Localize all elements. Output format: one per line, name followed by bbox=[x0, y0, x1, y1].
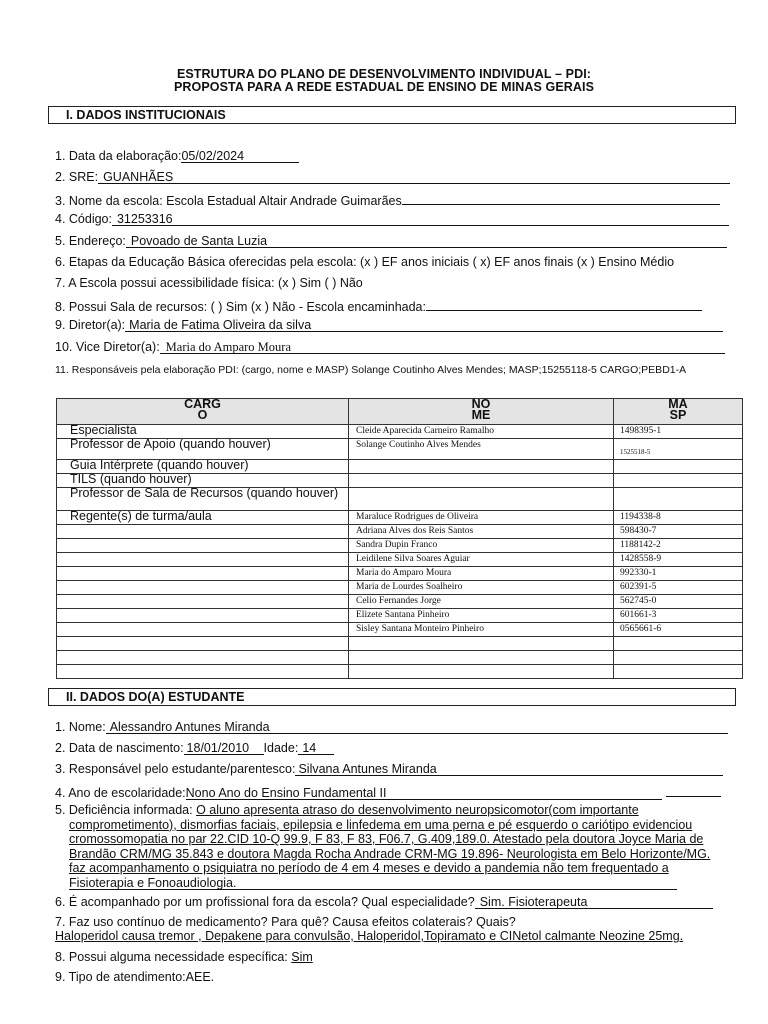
field-label: 5. Endereço: bbox=[55, 234, 126, 248]
cell-cargo: TILS (quando houver) bbox=[57, 474, 349, 488]
table-row bbox=[57, 623, 743, 637]
field-value-underline bbox=[186, 786, 662, 800]
field-value-underline bbox=[184, 741, 264, 755]
field-sre bbox=[55, 170, 730, 185]
cell-nome: Maria do Amparo Moura bbox=[349, 567, 614, 581]
table-row bbox=[57, 651, 743, 665]
field-label: 5. Deficiência informada: bbox=[55, 803, 193, 817]
cell-masp: 1194338-8 bbox=[614, 511, 743, 525]
cell-nome: Sandra Dupin Franco bbox=[349, 539, 614, 553]
cell-nome: Solange Coutinho Alves Mendes bbox=[349, 439, 614, 460]
cell-masp: 598430-7 bbox=[614, 525, 743, 539]
field-student-name bbox=[55, 720, 728, 735]
cell-masp: 992330-1 bbox=[614, 567, 743, 581]
cell-masp: 0565661-6 bbox=[614, 623, 743, 637]
field-education-stages: 6. Etapas da Educação Básica oferecidas pela escola: (x ) EF anos iniciais ( x) EF anos finais (x ) Ensino Médio bbox=[55, 255, 675, 269]
field-school-year bbox=[55, 783, 721, 801]
field-code bbox=[55, 212, 729, 227]
cell-masp: 602391-5 bbox=[614, 581, 743, 595]
field-text: 3. Nome da escola: Escola Estadual Altair Andrade Guimarães bbox=[55, 194, 402, 208]
field-external-professional bbox=[55, 895, 713, 910]
cell-nome bbox=[349, 637, 614, 651]
field-value-underline bbox=[160, 340, 725, 354]
table-row bbox=[57, 609, 743, 623]
disability-line-2: comprometimento), dismorfias faciais, epilepsia e linfedema em uma perna e pé esquerdo o cariótipo evidenciou bbox=[69, 817, 693, 832]
field-label: 3. Responsável pelo estudante/parentesco: bbox=[55, 762, 296, 776]
field-value: GUANHÃES bbox=[103, 170, 174, 184]
table-row bbox=[57, 595, 743, 609]
field-value: Haloperidol causa tremor , Depakene para convulsão, Haloperidol,Topiramato e CINetol calmante Neozine 25mg. bbox=[55, 929, 684, 943]
cell-cargo bbox=[57, 637, 349, 651]
cell-masp bbox=[614, 460, 743, 474]
cell-nome bbox=[349, 651, 614, 665]
cell-cargo bbox=[57, 665, 349, 679]
field-accessibility: 7. A Escola possui acessibilidade física: (x ) Sim ( ) Não bbox=[55, 276, 363, 290]
field-label: 1. Nome: bbox=[55, 720, 106, 734]
field-value: 31253316 bbox=[116, 212, 173, 226]
cell-nome: Cleide Aparecida Carneiro Ramalho bbox=[349, 425, 614, 439]
field-value: Nono Ano do Ensino Fundamental II bbox=[185, 786, 387, 800]
field-extra-underline bbox=[666, 783, 721, 797]
field-label: 1. Data da elaboração: bbox=[55, 149, 182, 163]
table-row bbox=[57, 665, 743, 679]
cell-masp: 601661-3 bbox=[614, 609, 743, 623]
field-guardian bbox=[55, 762, 723, 777]
cell-masp bbox=[614, 488, 743, 511]
field-value-underline bbox=[98, 170, 730, 184]
field-school-name bbox=[55, 191, 720, 209]
field-label: 4. Código: bbox=[55, 212, 112, 226]
cell-nome: Elizete Santana Pinheiro bbox=[349, 609, 614, 623]
cell-masp: 1525518-5 bbox=[614, 439, 743, 460]
field-value: Alessandro Antunes Miranda bbox=[109, 720, 270, 734]
document-title-line1: ESTRUTURA DO PLANO DE DESENVOLVIMENTO INDIVIDUAL – PDI: bbox=[176, 67, 592, 81]
disability-line-6: Fisioterapia e Fonoaudiologia. bbox=[69, 875, 237, 890]
field-label: 2. Data de nascimento: bbox=[55, 741, 184, 755]
field-label: 9. Diretor(a): bbox=[55, 318, 126, 332]
cell-cargo: Regente(s) de turma/aula bbox=[57, 511, 349, 525]
field-value: Maria de Fatima Oliveira da silva bbox=[129, 318, 312, 332]
cell-cargo: Guia Intérprete (quando houver) bbox=[57, 460, 349, 474]
column-header-nome: NO ME bbox=[349, 399, 614, 425]
field-vice-director bbox=[55, 340, 725, 355]
cell-cargo bbox=[57, 595, 349, 609]
table-row bbox=[57, 425, 743, 439]
cell-masp bbox=[614, 665, 743, 679]
field-text: 8. Possui Sala de recursos: ( ) Sim (x ) Não - Escola encaminhada: bbox=[55, 300, 426, 314]
field-specific-need bbox=[55, 950, 313, 965]
table-row bbox=[57, 581, 743, 595]
column-header-cargo: CARG O bbox=[57, 399, 349, 425]
cell-masp bbox=[614, 651, 743, 665]
cell-masp: 1188142-2 bbox=[614, 539, 743, 553]
cell-nome: Maraluce Rodrigues de Oliveira bbox=[349, 511, 614, 525]
table-row bbox=[57, 553, 743, 567]
table-row bbox=[57, 525, 743, 539]
disability-line-3: cromossomopatia no par 22.CID 10-Q 99.9, F 83, F 83, F06.7, G.409,189.0. Atestado pela doutora Joyce Maria de bbox=[69, 832, 704, 846]
disability-line-1: O aluno apresenta atraso do desenvolvimento neuropsicomotor(com importante bbox=[196, 803, 639, 817]
field-age-value: 14 bbox=[302, 741, 317, 755]
field-label-age: Idade: bbox=[263, 741, 299, 755]
field-value-underline bbox=[295, 762, 723, 776]
cell-cargo bbox=[57, 623, 349, 637]
cell-cargo: Especialista bbox=[57, 425, 349, 439]
table-row bbox=[57, 539, 743, 553]
document-title-line2: PROPOSTA PARA A REDE ESTADUAL DE ENSINO DE MINAS GERAIS bbox=[173, 80, 595, 94]
cell-masp: 1428558-9 bbox=[614, 553, 743, 567]
table-row bbox=[57, 511, 743, 525]
field-address bbox=[55, 234, 727, 249]
cell-nome: Leidilene Silva Soares Aguiar bbox=[349, 553, 614, 567]
field-value: 05/02/2024 bbox=[181, 149, 245, 163]
disability-line-4: Brandão CRM/MG 35.843 e doutora Magda Rocha Andrade CRM-MG 19.896- Neurologista em Belo Horizonte/MG. bbox=[69, 846, 711, 861]
field-value-underline bbox=[181, 149, 299, 163]
field-age-underline bbox=[298, 741, 334, 755]
field-elaboration-date bbox=[55, 149, 299, 164]
staff-table-header bbox=[57, 399, 743, 425]
cell-nome bbox=[349, 460, 614, 474]
table-row bbox=[57, 488, 743, 511]
cell-cargo bbox=[57, 525, 349, 539]
table-row bbox=[57, 460, 743, 474]
cell-cargo: Professor de Sala de Recursos (quando houver) bbox=[57, 488, 349, 511]
cell-masp: 562745-0 bbox=[614, 595, 743, 609]
disability-line-6-underline bbox=[69, 876, 677, 890]
table-row bbox=[57, 567, 743, 581]
staff-table bbox=[56, 398, 743, 679]
column-header-masp: MA SP bbox=[614, 399, 743, 425]
cell-cargo: Professor de Apoio (quando houver) bbox=[57, 439, 349, 460]
cell-masp bbox=[614, 637, 743, 651]
cell-nome: Adriana Alves dos Reis Santos bbox=[349, 525, 614, 539]
cell-nome: Maria de Lourdes Soalheiro bbox=[349, 581, 614, 595]
disability-line-5: faz acompanhamento o psiquiatra no período de 4 em 4 meses e devido a pandemia não tem frequentado a bbox=[69, 861, 669, 875]
field-medication-question: 7. Faz uso contínuo de medicamento? Para quê? Causa efeitos colaterais? Quais? bbox=[55, 915, 516, 929]
field-medication-answer bbox=[55, 929, 683, 944]
field-underline bbox=[402, 191, 720, 205]
field-value: Sim. Fisioterapeuta bbox=[479, 895, 588, 909]
cell-nome: Celio Fernandes Jorge bbox=[349, 595, 614, 609]
table-row bbox=[57, 439, 743, 460]
field-value: Povoado de Santa Luzia bbox=[130, 234, 268, 248]
section-heading-institutional: I. DADOS INSTITUCIONAIS bbox=[48, 106, 736, 124]
cell-cargo bbox=[57, 609, 349, 623]
cell-cargo bbox=[57, 581, 349, 595]
table-row bbox=[57, 474, 743, 488]
field-birth-date bbox=[55, 741, 334, 756]
field-value-underline bbox=[112, 212, 729, 226]
field-value-underline bbox=[106, 720, 728, 734]
cell-nome bbox=[349, 665, 614, 679]
field-value: Maria do Amparo Moura bbox=[165, 340, 291, 354]
cell-cargo bbox=[57, 651, 349, 665]
section-heading-student: II. DADOS DO(A) ESTUDANTE bbox=[48, 688, 736, 706]
cell-nome: Sisley Santana Monteiro Pinheiro bbox=[349, 623, 614, 637]
table-row bbox=[57, 637, 743, 651]
cell-cargo bbox=[57, 539, 349, 553]
field-disability bbox=[55, 803, 710, 890]
field-label: 4. Ano de escolaridade: bbox=[55, 786, 186, 800]
field-value-underline bbox=[475, 895, 713, 909]
field-director bbox=[55, 318, 723, 333]
cell-nome bbox=[349, 474, 614, 488]
field-responsibles: 11. Responsáveis pela elaboração PDI: (cargo, nome e MASP) Solange Coutinho Alves Mendes; MASP;15255118-5 CARGO;PEBD1-A bbox=[55, 364, 687, 376]
cell-nome bbox=[349, 488, 614, 511]
field-value: 18/01/2010 bbox=[186, 741, 250, 755]
field-label: 2. SRE: bbox=[55, 170, 99, 184]
field-value: Sim bbox=[291, 950, 313, 964]
field-resource-room bbox=[55, 297, 702, 315]
field-underline bbox=[426, 297, 702, 311]
field-label: 6. É acompanhado por um profissional fora da escola? Qual especialidade? bbox=[55, 895, 475, 909]
cell-cargo bbox=[57, 567, 349, 581]
field-label: 10. Vice Diretor(a): bbox=[55, 340, 160, 354]
cell-cargo bbox=[57, 553, 349, 567]
field-value-underline bbox=[125, 318, 723, 332]
cell-masp bbox=[614, 474, 743, 488]
field-label: 8. Possui alguma necessidade específica: bbox=[55, 950, 288, 964]
cell-masp: 1498395-1 bbox=[614, 425, 743, 439]
field-value: Silvana Antunes Miranda bbox=[298, 762, 437, 776]
field-service-type: 9. Tipo de atendimento:AEE. bbox=[55, 970, 215, 984]
field-value-underline bbox=[126, 234, 727, 248]
